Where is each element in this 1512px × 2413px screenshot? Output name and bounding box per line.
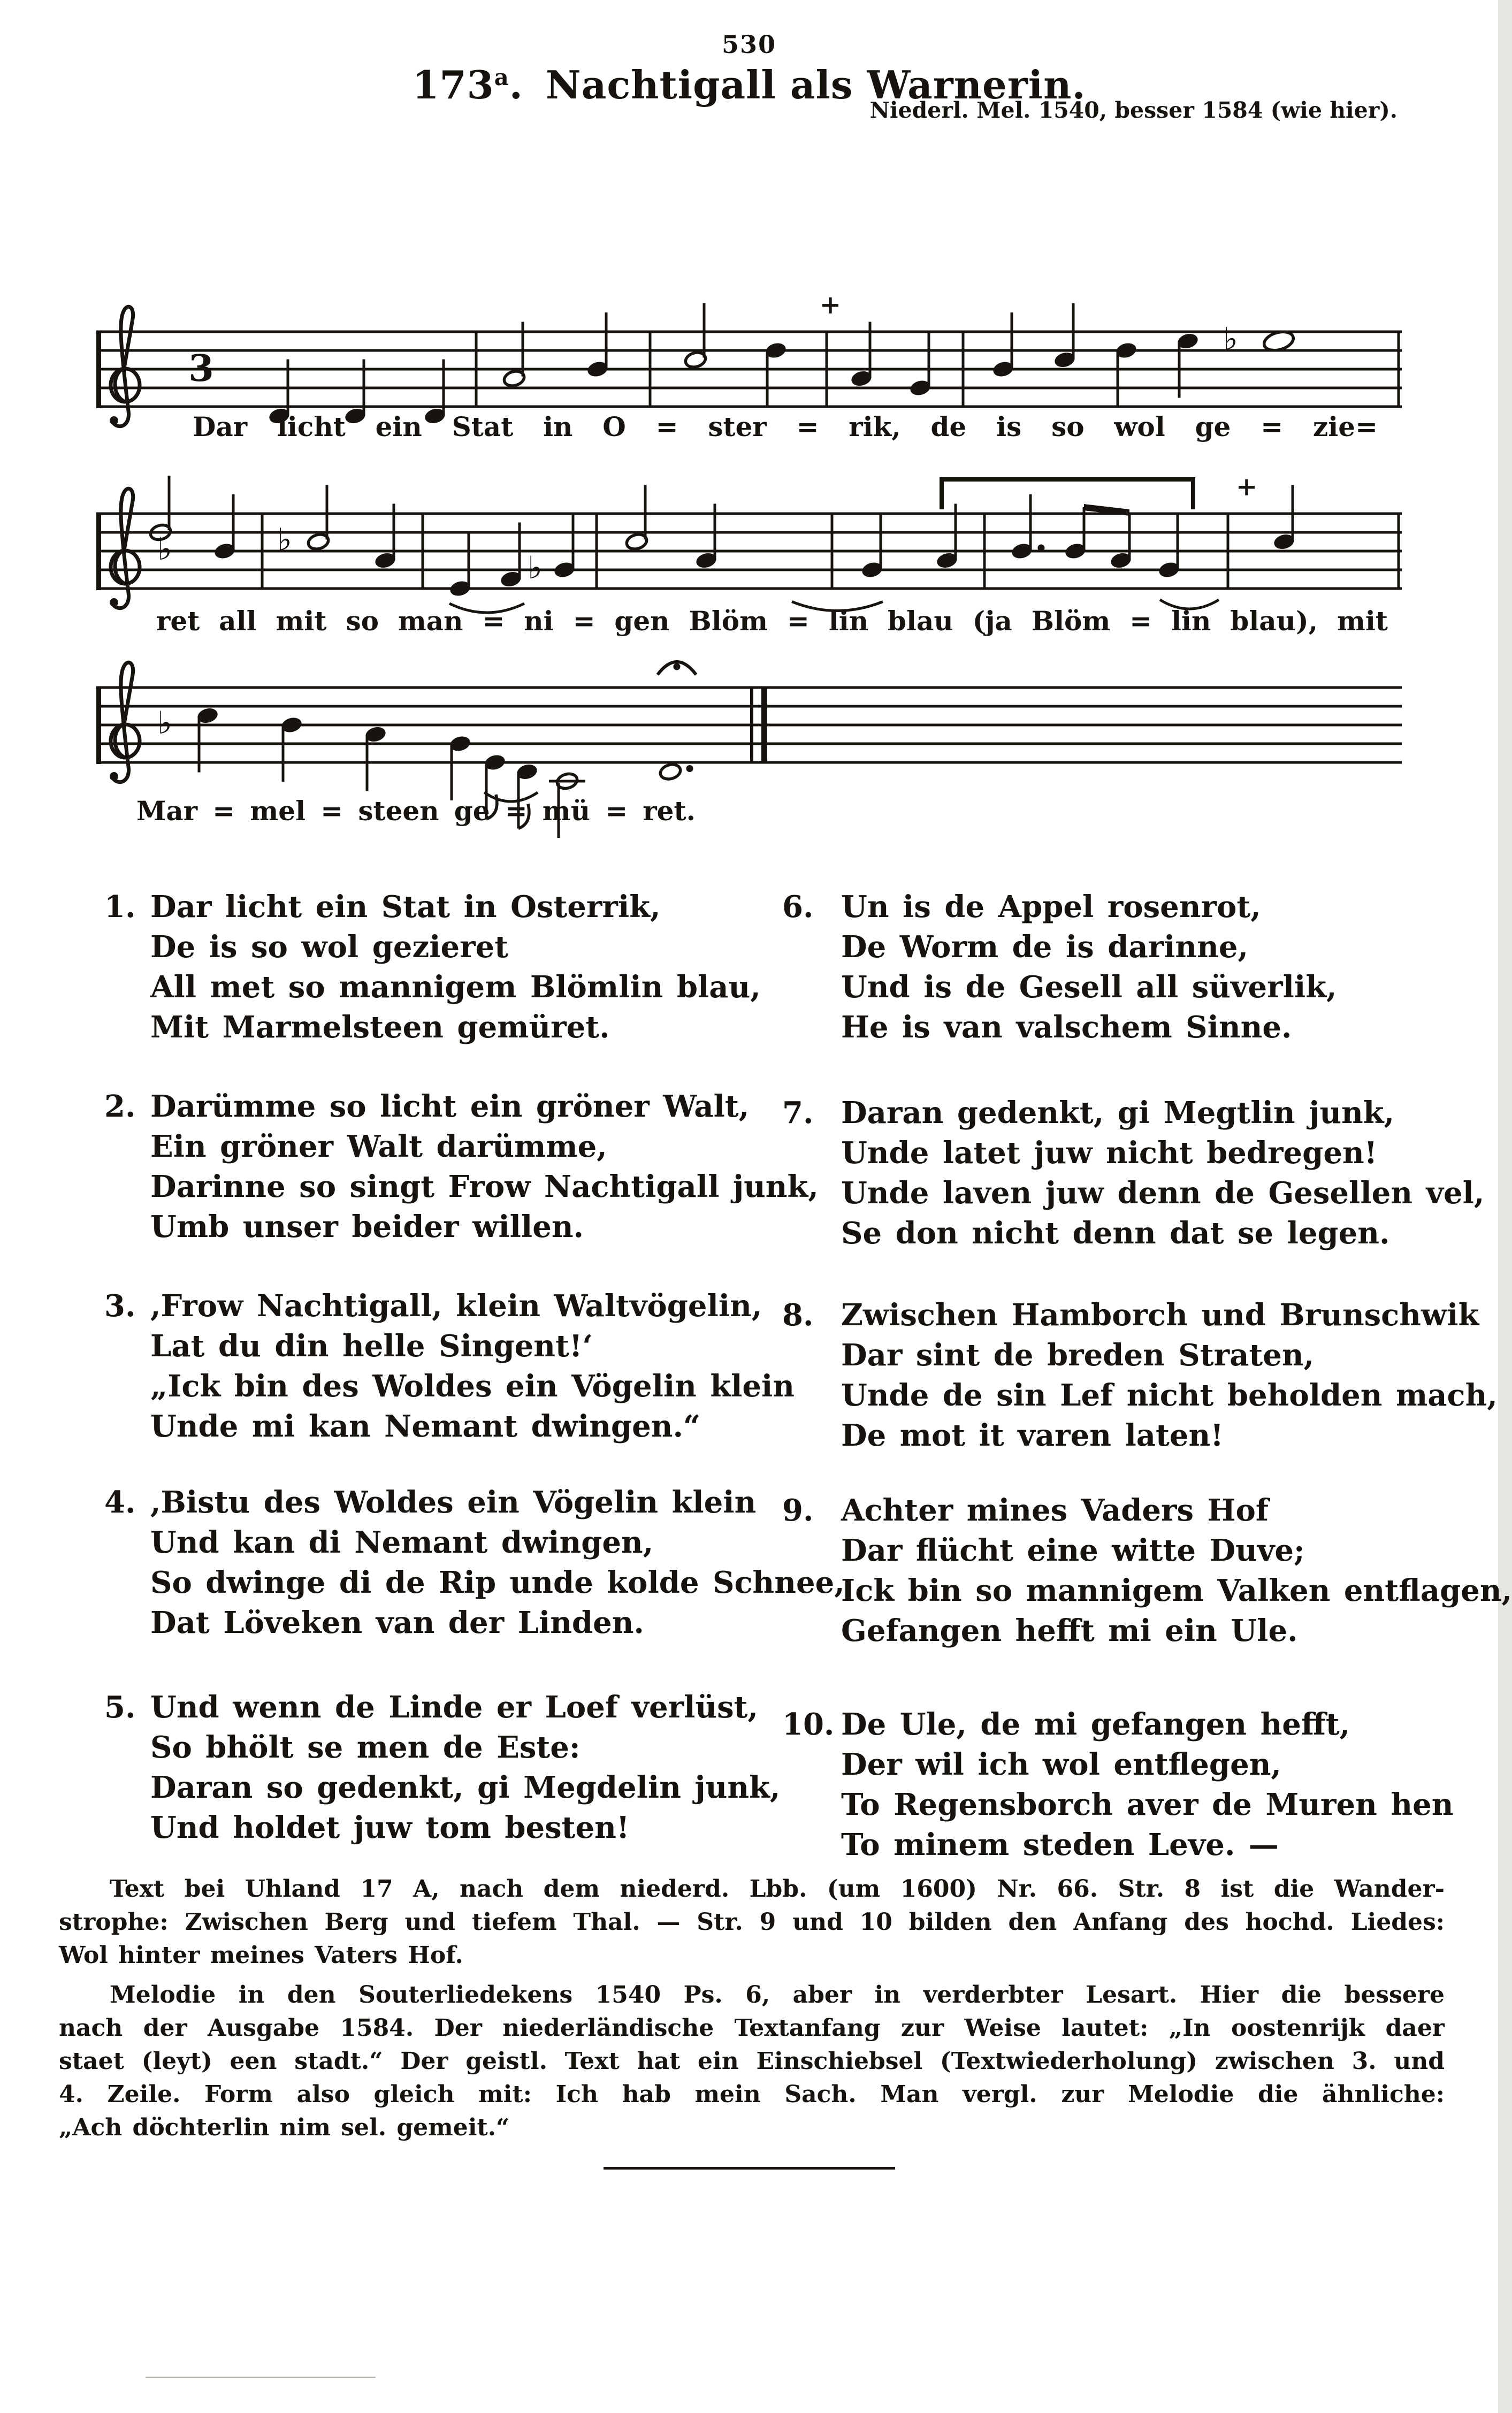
verse-number: 8.: [782, 1297, 814, 1333]
flat-icon: ♭: [157, 531, 172, 567]
flat-icon: ♭: [277, 521, 292, 558]
song-number-period: .: [509, 62, 523, 108]
verse-number: 10.: [782, 1707, 835, 1742]
fermata-icon: [658, 662, 696, 675]
verse-line: Ein gröner Walt darümme,: [150, 1129, 607, 1164]
treble-clef-icon: [110, 488, 140, 608]
repeat-bracket: [942, 479, 1193, 509]
verse-number: 2.: [104, 1089, 136, 1124]
verse-10: [782, 1707, 1494, 1867]
section-divider: [604, 2167, 895, 2170]
verse-line: „Ick bin des Woldes ein Vögelin klein: [150, 1369, 795, 1404]
verse-number: 6.: [782, 889, 814, 925]
verse-line: Dar licht ein Stat in Osterrik,: [150, 889, 661, 925]
verse-2: [104, 1089, 819, 1249]
flat-icon: ♭: [157, 705, 172, 741]
verse-number: 5.: [104, 1690, 136, 1725]
verse-number: 3.: [104, 1288, 136, 1324]
lyric-line-1: Dar licht ein Stat in O = ster = rik, de is so wol ge = zie=: [193, 411, 1378, 442]
footnote-block: [59, 1875, 1445, 2147]
lyric-line-3: Mar = mel = steen ge = mü = ret.: [136, 795, 696, 827]
verse-number: 4.: [104, 1485, 136, 1520]
flat-icon: ♭: [528, 549, 543, 586]
footnote-line: strophe: Zwischen Berg und tiefem Thal. — Str. 9 und 10 bilden den Anfang des hochd. Liedes:: [59, 1908, 1445, 1936]
melody-note: Niederl. Mel. 1540, besser 1584 (wie hier).: [869, 97, 1398, 123]
verse-line: So dwinge di de Rip unde kolde Schnee,: [150, 1565, 845, 1600]
scan-artifact-line: [146, 2377, 376, 2378]
verse-line: Mit Marmelsteen gemüret.: [150, 1010, 610, 1045]
song-number: 173: [412, 62, 494, 108]
verse-line: To minem steden Leve. —: [841, 1827, 1279, 1862]
verse-line: De mot it varen laten!: [841, 1418, 1224, 1453]
plus-mark-icon: +: [819, 290, 842, 320]
verse-line: De Ule, de mi gefangen hefft,: [841, 1707, 1350, 1742]
verse-line: ,Bistu des Woldes ein Vögelin klein: [150, 1485, 757, 1520]
verse-line: Unde de sin Lef nicht beholden mach,: [841, 1378, 1498, 1413]
verse-line: Dar sint de breden Straten,: [841, 1338, 1315, 1373]
verse-line: Und wenn de Linde er Loef verlüst,: [150, 1690, 759, 1725]
verse-line: To Regensborch aver de Muren hen: [841, 1787, 1454, 1822]
footnote-line: staet (leyt) een stadt.“ Der geistl. Text hat ein Einschiebsel (Textwiederholung) zwischen 3. und: [59, 2048, 1445, 2075]
verse-line: Achter mines Vaders Hof: [841, 1493, 1269, 1528]
verse-line: Unde latet juw nicht bedregen!: [841, 1135, 1378, 1171]
verse-line: All met so mannigem Blömlin blau,: [150, 969, 761, 1005]
verse-line: Und kan di Nemant dwingen,: [150, 1525, 654, 1560]
treble-clef-icon: [110, 307, 140, 426]
verse-line: He is van valschem Sinne.: [841, 1010, 1292, 1045]
verse-line: Gefangen hefft mi ein Ule.: [841, 1613, 1298, 1648]
verse-line: Unde mi kan Nemant dwingen.“: [150, 1409, 701, 1444]
verse-line: Darümme so licht ein gröner Walt,: [150, 1089, 750, 1124]
verse-8: [782, 1297, 1498, 1458]
verse-line: De Worm de is darinne,: [841, 929, 1248, 965]
verse-line: Zwischen Hamborch und Brunschwik: [841, 1297, 1479, 1333]
verse-line: Daran gedenkt, gi Megtlin junk,: [841, 1095, 1395, 1131]
verse-line: Daran so gedenkt, gi Megdelin junk,: [150, 1770, 781, 1805]
treble-clef-icon: [110, 662, 140, 782]
verse-line: ,Frow Nachtigall, klein Waltvögelin,: [150, 1288, 762, 1324]
verse-line: Und holdet juw tom besten!: [150, 1810, 630, 1845]
verse-line: Dar flücht eine witte Duve;: [841, 1533, 1305, 1568]
flat-icon: ♭: [1223, 320, 1238, 357]
footnote-line: Melodie in den Souterliedekens 1540 Ps. 6, aber in verderbter Lesart. Hier die bessere: [110, 1981, 1445, 2009]
verse-line: Lat du din helle Singent!‘: [150, 1328, 593, 1364]
verse-9: [782, 1493, 1512, 1653]
verse-number: 9.: [782, 1493, 814, 1528]
verse-7: [782, 1095, 1494, 1256]
verse-line: So bhölt se men de Este:: [150, 1730, 581, 1765]
plus-mark-icon: +: [1235, 472, 1258, 502]
footnote-line: nach der Ausgabe 1584. Der niederländische Textanfang zur Weise lautet: „In oostenrijk daer: [59, 2014, 1445, 2042]
verse-line: Un is de Appel rosenrot,: [841, 889, 1261, 925]
verse-6: [782, 889, 1494, 1050]
page-number: 530: [721, 30, 777, 59]
verse-line: Umb unser beider willen.: [150, 1209, 584, 1244]
verse-line: Dat Löveken van der Linden.: [150, 1605, 644, 1640]
verse-line: Ick bin so mannigem Valken entflagen,: [841, 1573, 1512, 1608]
verse-number: 7.: [782, 1095, 814, 1131]
verse-line: Der wil ich wol entflegen,: [841, 1747, 1281, 1782]
verse-line: Darinne so singt Frow Nachtigall junk,: [150, 1169, 819, 1204]
verse-line: Se don nicht denn dat se legen.: [841, 1216, 1390, 1251]
verse-line: De is so wol gezieret: [150, 929, 509, 965]
verse-4: [104, 1485, 845, 1645]
lyric-line-2: ret all mit so man = ni = gen Blöm = lin blau (ja Blöm = lin blau), mit: [156, 605, 1388, 637]
time-signature: 3: [188, 347, 214, 390]
verse-3: [104, 1288, 795, 1449]
song-number-sup: a: [494, 64, 509, 90]
footnote-line: Text bei Uhland 17 A, nach dem niederd. Lbb. (um 1600) Nr. 66. Str. 8 ist die Wander-: [110, 1875, 1445, 1903]
verse-5: [104, 1690, 781, 1850]
song-title: Nachtigall als Warnerin.: [545, 62, 1086, 108]
footnote-line: „Ach döchterlin nim sel. gemeit.“: [59, 2114, 510, 2141]
footnote-line: Wol hinter meines Vaters Hof.: [59, 1942, 463, 1969]
verse-number: 1.: [104, 889, 136, 925]
footnote-line: 4. Zeile. Form also gleich mit: Ich hab mein Sach. Man vergl. zur Melodie die ähnliche:: [59, 2081, 1445, 2108]
verse-line: Und is de Gesell all süverlik,: [841, 969, 1337, 1005]
verse-1: [104, 889, 773, 1050]
verse-line: Unde laven juw denn de Gesellen vel,: [841, 1175, 1485, 1211]
